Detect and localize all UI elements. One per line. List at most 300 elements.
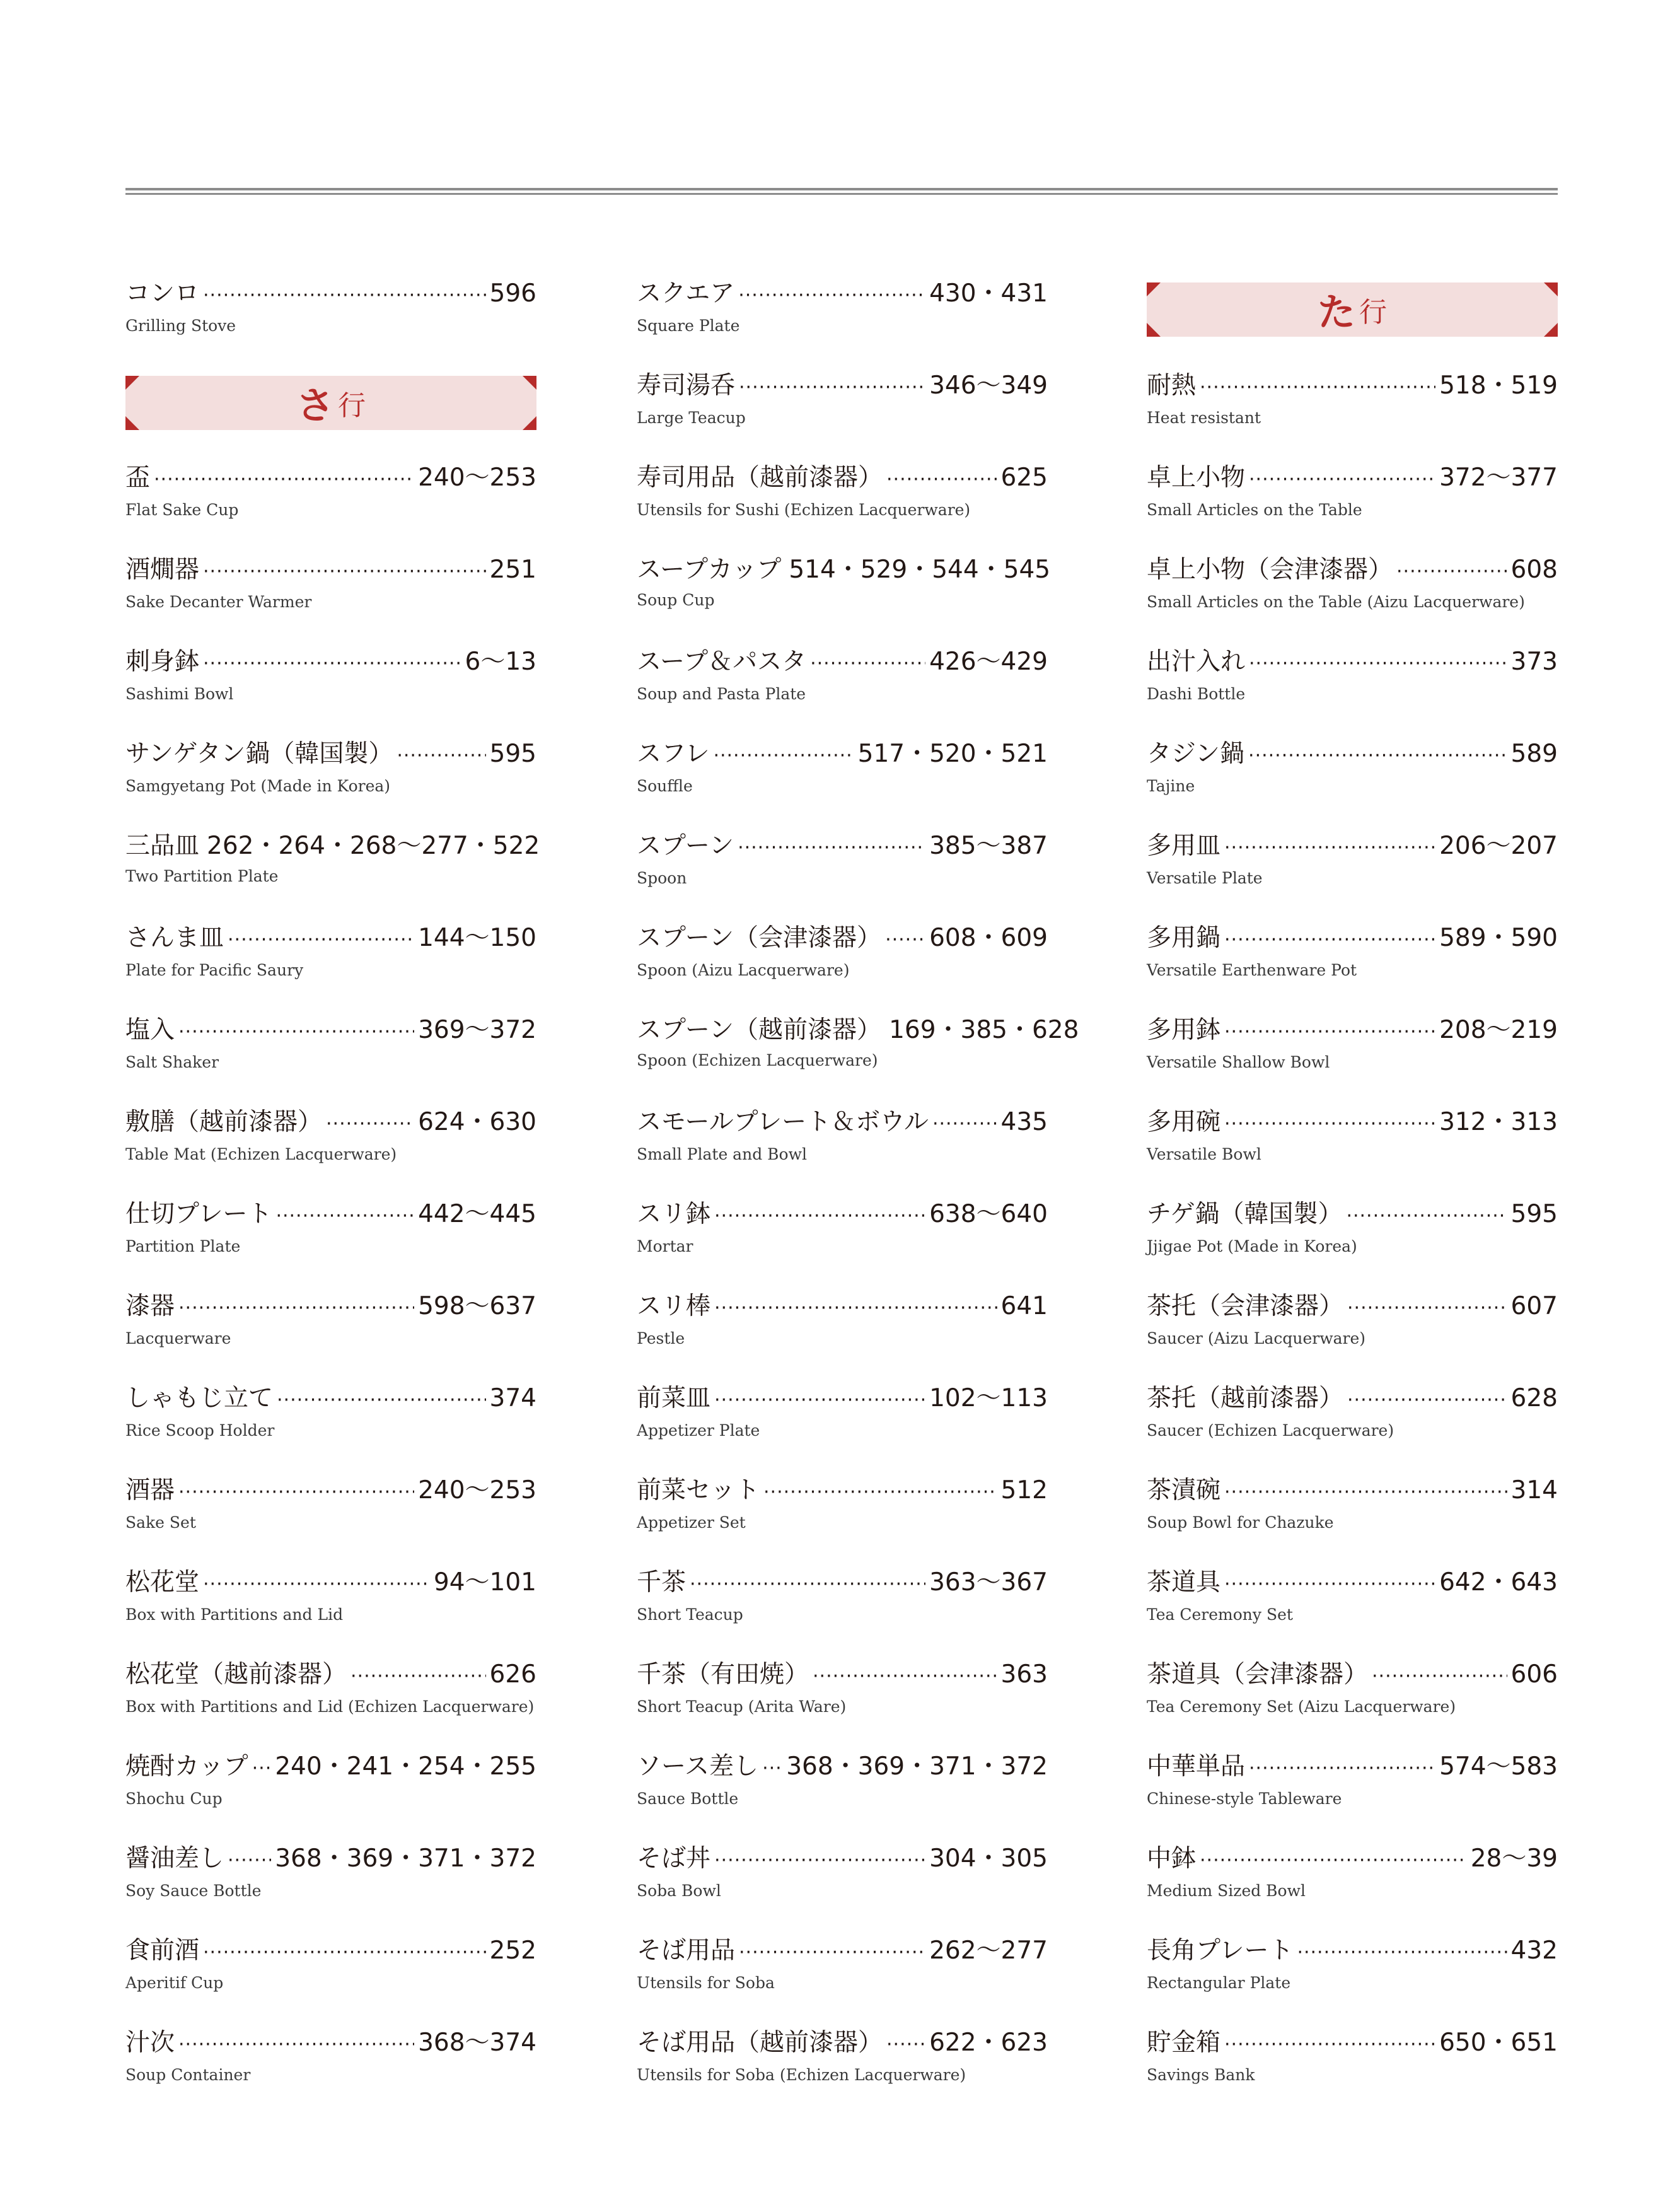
entry-term-en: Medium Sized Bowl xyxy=(1147,1882,1306,1900)
index-column-1 xyxy=(125,271,540,2112)
entry-term-en: Partition Plate xyxy=(125,1237,241,1255)
entry-term-jp: 焼酎カップ xyxy=(125,1752,248,1781)
index-entry xyxy=(637,1652,1048,1744)
entry-term-jp: スプーン xyxy=(637,832,734,860)
dot-leader xyxy=(203,1568,430,1601)
entry-pages: 442～445 xyxy=(418,1200,536,1228)
index-entry xyxy=(125,1928,536,2020)
corner-ornament xyxy=(1544,323,1558,337)
index-entry xyxy=(1147,1284,1558,1376)
entry-pages: 312・313 xyxy=(1439,1108,1558,1136)
dot-leader xyxy=(252,1752,272,1785)
dot-leader xyxy=(810,648,925,680)
dot-leader xyxy=(1346,1200,1507,1233)
entry-term-en: Soy Sauce Bottle xyxy=(125,1882,262,1900)
dot-leader xyxy=(738,279,925,312)
dot-leader xyxy=(739,1936,925,1969)
dot-leader xyxy=(1224,1016,1435,1049)
dot-leader xyxy=(932,1108,997,1141)
section-heading-suffix: 行 xyxy=(338,390,366,422)
entry-term-en: Chinese-style Tableware xyxy=(1147,1790,1342,1808)
entry-term-en: Spoon (Aizu Lacquerware) xyxy=(637,961,850,979)
index-entry xyxy=(637,1100,1048,1192)
entry-term-jp: そば用品 xyxy=(637,1936,736,1965)
entry-term-en: Two Partition Plate xyxy=(125,867,279,885)
index-entry xyxy=(125,824,540,916)
entry-term-en: Grilling Stove xyxy=(125,317,236,335)
entry-term-en: Versatile Shallow Bowl xyxy=(1147,1053,1330,1071)
index-entry xyxy=(125,1376,536,1468)
index-entry xyxy=(1147,1008,1558,1100)
index-entry xyxy=(1147,824,1558,916)
entry-term-jp: そば丼 xyxy=(637,1844,711,1873)
index-entry xyxy=(637,1928,1048,2020)
entry-pages: 368・369・371・372 xyxy=(275,1844,536,1873)
dot-leader xyxy=(714,1384,925,1417)
entry-term-en: Tea Ceremony Set xyxy=(1147,1605,1293,1624)
index-entry xyxy=(637,731,1048,824)
entry-term-en: Utensils for Soba (Echizen Lacquerware) xyxy=(637,2066,966,2084)
entry-pages: 518・519 xyxy=(1439,371,1558,400)
index-entry xyxy=(1147,1652,1558,1744)
entry-term-en: Small Plate and Bowl xyxy=(637,1145,807,1163)
entry-term-jp: 茶漬碗 xyxy=(1147,1476,1221,1505)
index-entry xyxy=(125,455,536,547)
index-entry xyxy=(1147,1560,1558,1652)
entry-term-en: Small Articles on the Table xyxy=(1147,501,1362,519)
entry-term-jp: さんま皿 xyxy=(125,924,224,952)
entry-pages: 169・385・628 xyxy=(889,1016,1079,1044)
entry-term-jp: 耐熱 xyxy=(1147,371,1197,400)
entry-term-jp: 酒器 xyxy=(125,1476,175,1505)
index-entry xyxy=(637,547,1051,639)
index-entry xyxy=(1147,363,1558,455)
entry-term-jp: 茶托（会津漆器） xyxy=(1147,1292,1344,1320)
entry-term-jp: 醤油差し xyxy=(125,1844,224,1873)
entry-term-jp: 松花堂（越前漆器） xyxy=(125,1660,347,1689)
entry-pages: 374 xyxy=(489,1384,536,1412)
index-entry xyxy=(125,731,536,824)
entry-term-en: Versatile Earthenware Pot xyxy=(1147,961,1357,979)
entry-term-jp: 多用鉢 xyxy=(1147,1016,1221,1044)
entry-pages: 517・520・521 xyxy=(857,740,1048,768)
dot-leader xyxy=(1249,1752,1435,1785)
entry-pages: 430・431 xyxy=(929,279,1048,308)
entry-term-jp: スプーン（会津漆器） xyxy=(637,924,882,952)
dot-leader xyxy=(1396,556,1507,588)
section-heading-suffix: 行 xyxy=(1359,296,1387,329)
entry-term-jp: 茶道具（会津漆器） xyxy=(1147,1660,1369,1689)
entry-term-en: Soup Bowl for Chazuke xyxy=(1147,1513,1334,1532)
dot-leader xyxy=(1249,648,1507,680)
entry-pages: 252 xyxy=(489,1936,536,1965)
entry-term-en: Square Plate xyxy=(637,317,740,335)
entry-pages: 314 xyxy=(1510,1476,1558,1505)
entry-term-en: Dashi Bottle xyxy=(1147,685,1246,703)
entry-term-jp: スモールプレート＆ボウル xyxy=(637,1108,929,1136)
entry-pages: 251 xyxy=(489,556,536,584)
index-entry xyxy=(125,271,536,363)
top-double-rule xyxy=(125,188,1558,195)
dot-leader xyxy=(1224,1108,1435,1141)
index-entry xyxy=(637,639,1048,731)
entry-term-jp: 卓上小物 xyxy=(1147,463,1246,492)
entry-term-jp: 三品皿 xyxy=(125,832,200,860)
entry-term-jp: 多用鍋 xyxy=(1147,924,1221,952)
corner-ornament xyxy=(1147,323,1161,337)
index-entry xyxy=(125,1468,536,1560)
dot-leader xyxy=(1248,740,1507,772)
index-entry xyxy=(125,1560,536,1652)
dot-leader xyxy=(1249,463,1435,496)
entry-term-en: Lacquerware xyxy=(125,1329,231,1348)
entry-term-jp: サンゲタン鍋（韓国製） xyxy=(125,740,393,768)
corner-ornament xyxy=(125,416,139,430)
entry-term-en: Sake Set xyxy=(125,1513,196,1532)
entry-term-jp: 松花堂 xyxy=(125,1568,200,1597)
entry-term-jp: 塩入 xyxy=(125,1016,175,1044)
entry-term-en: Short Teacup xyxy=(637,1605,743,1624)
entry-pages: 589 xyxy=(1510,740,1558,768)
dot-leader xyxy=(763,1476,997,1509)
index-entry xyxy=(1147,2020,1558,2112)
entry-term-en: Soup and Pasta Plate xyxy=(637,685,806,703)
dot-leader xyxy=(275,1200,414,1233)
entry-term-en: Mortar xyxy=(637,1237,693,1255)
entry-pages: 622・623 xyxy=(929,2029,1048,2057)
index-entry xyxy=(125,1100,536,1192)
index-entry xyxy=(125,1008,536,1100)
entry-pages: 373 xyxy=(1510,648,1558,676)
entry-pages: 608 xyxy=(1510,556,1558,584)
entry-term-jp: 貯金箱 xyxy=(1147,2029,1221,2057)
entry-term-jp: チゲ鍋（韓国製） xyxy=(1147,1200,1343,1228)
entry-pages: 240～253 xyxy=(418,463,536,492)
index-entry xyxy=(637,1744,1048,1836)
entry-term-jp: 千茶（有田焼） xyxy=(637,1660,809,1689)
dot-leader xyxy=(713,740,854,772)
entry-term-en: Small Articles on the Table (Aizu Lacquerware) xyxy=(1147,593,1525,611)
entry-term-en: Savings Bank xyxy=(1147,2066,1255,2084)
entry-term-jp: 仕切プレート xyxy=(125,1200,272,1228)
index-entry xyxy=(1147,1468,1558,1560)
entry-term-en: Rectangular Plate xyxy=(1147,1974,1291,1992)
entry-pages: 363～367 xyxy=(929,1568,1048,1597)
index-entry xyxy=(125,547,536,639)
entry-pages: 6～13 xyxy=(465,648,536,676)
dot-leader xyxy=(714,1844,925,1877)
entry-term-en: Salt Shaker xyxy=(125,1053,219,1071)
entry-pages: 435 xyxy=(1000,1108,1048,1136)
entry-term-jp: スフレ xyxy=(637,740,710,768)
dot-leader xyxy=(351,1660,486,1693)
entry-term-en: Saucer (Aizu Lacquerware) xyxy=(1147,1329,1366,1348)
dot-leader xyxy=(714,1200,925,1233)
entry-term-en: Short Teacup (Arita Ware) xyxy=(637,1697,847,1716)
dot-leader xyxy=(762,1752,782,1785)
entry-term-jp: スリ鉢 xyxy=(637,1200,711,1228)
index-entry xyxy=(1147,1376,1558,1468)
index-entry xyxy=(637,363,1048,455)
dot-leader xyxy=(1297,1936,1507,1969)
dot-leader xyxy=(326,1108,414,1141)
index-entry xyxy=(637,1284,1048,1376)
dot-leader xyxy=(203,1936,486,1969)
index-entry xyxy=(637,1468,1048,1560)
dot-leader xyxy=(738,832,925,864)
dot-leader xyxy=(178,1016,414,1049)
entry-term-jp: 盃 xyxy=(125,463,151,492)
entry-term-jp: 寿司湯呑 xyxy=(637,371,736,400)
entry-pages: 638～640 xyxy=(929,1200,1048,1228)
entry-term-jp: 前菜セット xyxy=(637,1476,760,1505)
entry-pages: 650・651 xyxy=(1439,2029,1558,2057)
index-entry xyxy=(637,1560,1048,1652)
entry-term-jp: タジン鍋 xyxy=(1147,740,1245,768)
index-entry xyxy=(125,1192,536,1284)
entry-term-en: Souffle xyxy=(637,777,693,795)
index-entry xyxy=(125,916,536,1008)
entry-term-en: Spoon xyxy=(637,869,687,887)
entry-term-en: Appetizer Set xyxy=(637,1513,746,1532)
dot-leader xyxy=(154,463,414,496)
entry-pages: 363 xyxy=(1000,1660,1048,1689)
index-entry xyxy=(125,2020,536,2112)
corner-ornament xyxy=(1147,282,1161,296)
section-heading xyxy=(125,363,536,455)
entry-pages: 596 xyxy=(489,279,536,308)
index-entry xyxy=(637,455,1048,547)
entry-term-jp: 酒燗器 xyxy=(125,556,200,584)
dot-leader xyxy=(228,1844,271,1877)
corner-ornament xyxy=(523,376,536,390)
entry-pages: 208～219 xyxy=(1439,1016,1558,1044)
entry-pages: 240～253 xyxy=(418,1476,536,1505)
entry-term-en: Sauce Bottle xyxy=(637,1790,739,1808)
entry-pages: 595 xyxy=(1510,1200,1558,1228)
index-entry xyxy=(1147,731,1558,824)
entry-term-en: Box with Partitions and Lid (Echizen Lacquerware) xyxy=(125,1697,535,1716)
entry-term-en: Soup Cup xyxy=(637,591,715,609)
entry-term-en: Tajine xyxy=(1147,777,1195,795)
index-entry xyxy=(1147,1928,1558,2020)
index-entry xyxy=(637,271,1048,363)
entry-term-jp: 中華単品 xyxy=(1147,1752,1246,1781)
entry-pages: 606 xyxy=(1510,1660,1558,1689)
dot-leader xyxy=(203,648,461,680)
entry-term-en: Flat Sake Cup xyxy=(125,501,239,519)
entry-term-jp: 長角プレート xyxy=(1147,1936,1294,1965)
index-entry xyxy=(1147,455,1558,547)
entry-term-en: Tea Ceremony Set (Aizu Lacquerware) xyxy=(1147,1697,1456,1716)
entry-pages: 94～101 xyxy=(433,1568,536,1597)
dot-leader xyxy=(397,740,485,772)
corner-ornament xyxy=(1544,282,1558,296)
entry-term-en: Versatile Bowl xyxy=(1147,1145,1261,1163)
index-entry xyxy=(125,1744,536,1836)
entry-pages: 432 xyxy=(1510,1936,1558,1965)
entry-pages: 642・643 xyxy=(1439,1568,1558,1597)
index-entry xyxy=(125,1836,536,1928)
dot-leader xyxy=(1347,1384,1507,1417)
section-heading-kana: さ xyxy=(296,384,334,428)
entry-term-en: Spoon (Echizen Lacquerware) xyxy=(637,1051,878,1069)
entry-pages: 608・609 xyxy=(929,924,1048,952)
entry-term-en: Jjigae Pot (Made in Korea) xyxy=(1147,1237,1357,1255)
entry-term-en: Plate for Pacific Saury xyxy=(125,961,304,979)
entry-pages: 369～372 xyxy=(418,1016,536,1044)
entry-term-jp: 食前酒 xyxy=(125,1936,200,1965)
entry-term-en: Aperitif Cup xyxy=(125,1974,224,1992)
section-heading xyxy=(1147,271,1558,363)
entry-term-jp: 多用碗 xyxy=(1147,1108,1221,1136)
dot-leader xyxy=(714,1292,997,1325)
entry-term-en: Heat resistant xyxy=(1147,409,1261,427)
index-entry xyxy=(1147,1744,1558,1836)
entry-pages: 598～637 xyxy=(418,1292,536,1320)
entry-pages: 574～583 xyxy=(1439,1752,1558,1781)
index-entry xyxy=(637,1376,1048,1468)
entry-term-en: Soba Bowl xyxy=(637,1882,721,1900)
section-heading-band xyxy=(125,376,536,430)
index-entry xyxy=(125,1652,536,1744)
entry-term-jp: スクエア xyxy=(637,279,735,308)
index-entry xyxy=(1147,1100,1558,1192)
dot-leader xyxy=(886,2029,925,2061)
entry-pages: 385～387 xyxy=(929,832,1048,860)
dot-leader xyxy=(178,2029,414,2061)
entry-term-jp: 千茶 xyxy=(637,1568,687,1597)
entry-pages: 372～377 xyxy=(1439,463,1558,492)
index-entry xyxy=(637,1192,1048,1284)
dot-leader xyxy=(1372,1660,1507,1693)
index-entry xyxy=(637,2020,1048,2112)
index-column-3 xyxy=(1147,271,1558,2112)
entry-pages: 206～207 xyxy=(1439,832,1558,860)
dot-leader xyxy=(739,371,925,404)
index-column-2 xyxy=(637,271,1079,2112)
entry-pages: 426～429 xyxy=(929,648,1048,676)
entry-term-jp: スリ棒 xyxy=(637,1292,711,1320)
entry-term-jp: 前菜皿 xyxy=(637,1384,711,1412)
entry-term-jp: 出汁入れ xyxy=(1147,648,1246,676)
entry-pages: 512 xyxy=(1000,1476,1048,1505)
entry-pages: 626 xyxy=(489,1660,536,1689)
dot-leader xyxy=(1347,1292,1507,1325)
entry-pages: 262・264・268～277・522 xyxy=(207,832,540,860)
index-entry xyxy=(125,1284,536,1376)
entry-term-jp: ソース差し xyxy=(637,1752,759,1781)
entry-term-en: Utensils for Sushi (Echizen Lacquerware) xyxy=(637,501,971,519)
entry-term-en: Sake Decanter Warmer xyxy=(125,593,312,611)
dot-leader xyxy=(1224,924,1435,957)
dot-leader xyxy=(1224,1568,1435,1601)
dot-leader xyxy=(1224,1476,1507,1509)
index-entry xyxy=(637,1008,1079,1100)
entry-pages: 144～150 xyxy=(418,924,536,952)
section-heading-kana: た xyxy=(1318,291,1355,335)
entry-term-jp: しゃもじ立て xyxy=(125,1384,274,1412)
dot-leader xyxy=(885,924,925,957)
dot-leader xyxy=(886,463,997,496)
dot-leader xyxy=(178,1476,414,1509)
dot-leader xyxy=(203,279,486,312)
section-heading-band xyxy=(1147,282,1558,337)
entry-pages: 262～277 xyxy=(929,1936,1048,1965)
dot-leader xyxy=(277,1384,486,1417)
entry-pages: 607 xyxy=(1510,1292,1558,1320)
entry-pages: 624・630 xyxy=(418,1108,536,1136)
entry-term-en: Samgyetang Pot (Made in Korea) xyxy=(125,777,391,795)
index-entry xyxy=(125,639,536,731)
corner-ornament xyxy=(125,376,139,390)
entry-term-en: Shochu Cup xyxy=(125,1790,223,1808)
entry-term-en: Utensils for Soba xyxy=(637,1974,775,1992)
entry-pages: 595 xyxy=(489,740,536,768)
entry-term-jp: そば用品（越前漆器） xyxy=(637,2029,883,2057)
dot-leader xyxy=(228,924,414,957)
dot-leader xyxy=(690,1568,925,1601)
entry-term-jp: 多用皿 xyxy=(1147,832,1221,860)
dot-leader xyxy=(178,1292,414,1325)
dot-leader xyxy=(1200,1844,1467,1877)
entry-term-jp: コンロ xyxy=(125,279,200,308)
entry-term-jp: 漆器 xyxy=(125,1292,175,1320)
entry-pages: 641 xyxy=(1000,1292,1048,1320)
index-entry xyxy=(1147,916,1558,1008)
entry-term-jp: 茶托（越前漆器） xyxy=(1147,1384,1344,1412)
corner-ornament xyxy=(523,416,536,430)
entry-pages: 368～374 xyxy=(418,2029,536,2057)
entry-term-jp: スープ＆パスタ xyxy=(637,648,807,676)
entry-pages: 28～39 xyxy=(1470,1844,1558,1873)
entry-pages: 346～349 xyxy=(929,371,1048,400)
entry-term-en: Saucer (Echizen Lacquerware) xyxy=(1147,1421,1394,1440)
entry-term-jp: 中鉢 xyxy=(1147,1844,1197,1873)
entry-term-jp: スープカップ xyxy=(637,556,782,584)
entry-pages: 628 xyxy=(1510,1384,1558,1412)
entry-pages: 304・305 xyxy=(929,1844,1048,1873)
index-entry xyxy=(637,1836,1048,1928)
entry-term-en: Sashimi Bowl xyxy=(125,685,234,703)
index-entry xyxy=(1147,1192,1558,1284)
index-entry xyxy=(1147,547,1558,639)
entry-pages: 240・241・254・255 xyxy=(275,1752,536,1781)
index-entry xyxy=(637,916,1048,1008)
dot-leader xyxy=(1224,2029,1435,2061)
entry-term-jp: スプーン（越前漆器） xyxy=(637,1016,882,1044)
entry-term-jp: 刺身鉢 xyxy=(125,648,200,676)
entry-pages: 514・529・544・545 xyxy=(789,556,1051,584)
index-entry xyxy=(1147,639,1558,731)
entry-term-en: Versatile Plate xyxy=(1147,869,1263,887)
dot-leader xyxy=(1200,371,1435,404)
entry-pages: 102～113 xyxy=(929,1384,1048,1412)
entry-term-en: Appetizer Plate xyxy=(637,1421,760,1440)
entry-term-jp: 汁次 xyxy=(125,2029,175,2057)
entry-pages: 625 xyxy=(1000,463,1048,492)
entry-term-jp: 卓上小物（会津漆器） xyxy=(1147,556,1393,584)
entry-term-en: Soup Container xyxy=(125,2066,251,2084)
entry-term-jp: 茶道具 xyxy=(1147,1568,1221,1597)
dot-leader xyxy=(1224,832,1435,864)
entry-term-en: Rice Scoop Holder xyxy=(125,1421,275,1440)
entry-pages: 368・369・371・372 xyxy=(786,1752,1048,1781)
dot-leader xyxy=(813,1660,997,1693)
index-entry xyxy=(1147,1836,1558,1928)
index-entry xyxy=(637,824,1048,916)
entry-term-en: Table Mat (Echizen Lacquerware) xyxy=(125,1145,397,1163)
